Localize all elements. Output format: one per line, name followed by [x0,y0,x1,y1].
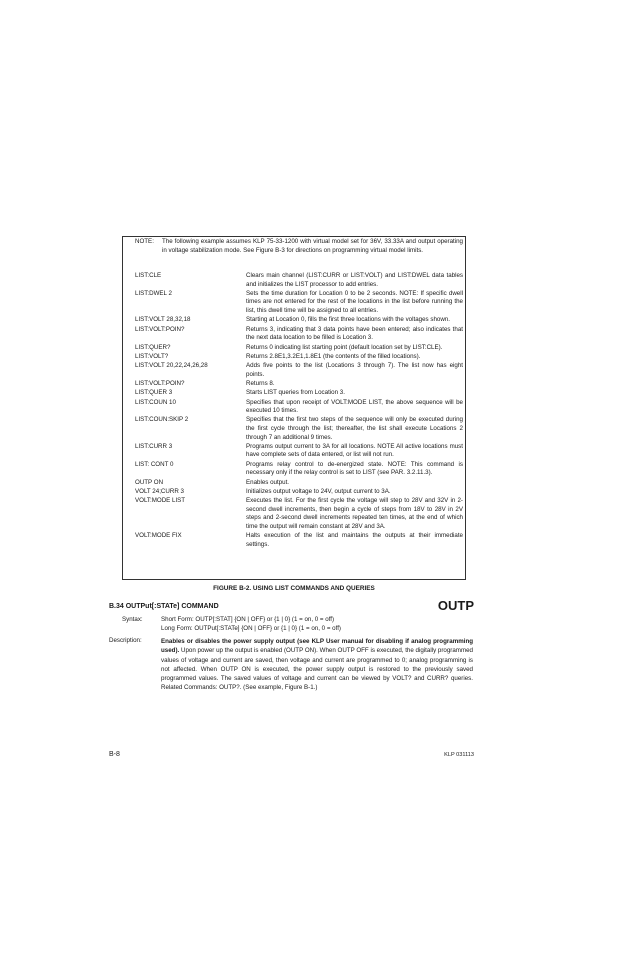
document-id: KLP 031113 [444,752,474,758]
command-row [135,416,463,442]
command-text: LIST: CONT 0 [135,460,174,468]
command-text: VOLT:MODE FIX [135,532,182,540]
command-description: Halts execution of the list and maintains the outputs at their immediate settings. [246,532,463,548]
section-heading: B.34 OUTPut[:STATe] COMMAND [109,603,219,610]
command-text: LIST:QUER? [135,343,171,351]
command-row [135,326,463,343]
command-row [135,316,463,325]
command-list [135,272,463,550]
command-description: Returns 8. [246,379,275,387]
section-code: OUTP [437,598,474,613]
command-description: Returns 3, indicating that 3 data points have been entered; also indicates that the next data location to be filled is Location 3. [246,325,463,342]
command-text: LIST:CURR 3 [135,442,173,450]
command-row [135,532,463,549]
description-body [161,637,473,693]
description-bold: Enables or disables the power supply output (see KLP User manual for disabling if analog programming used). [161,638,473,655]
figure-caption: FIGURE B-2. USING LIST COMMANDS AND QUERIES [213,585,375,592]
command-text: LIST:COUN 10 [135,398,176,406]
figure-box [122,236,466,580]
command-description: Starts LIST queries from Location 3. [246,389,345,397]
command-row [135,353,463,362]
command-text: LIST:VOLT? [135,352,169,360]
description-text: Upon power up the output is enabled (OUTP ON). When OUTP OFF is executed, the digitally programmed values of voltage and current are saved, then voltage and current are programmed to 0; analog programming is not affected. When OUTP ON is executed, the power supply output is restored to the previously saved programmed values. The saved values of voltage and current can be viewed by VOLT? and CURR? queries. Related Commands: OUTP?. (See example, Figure B-1.) [161,647,473,692]
command-text: LIST:DWEL 2 [135,289,172,297]
command-description: Programs output current to 3A for all locations. NOTE All active locations must have complete sets of data entered, or list will not run. [246,442,463,459]
command-description: Clears main channel (LIST:CURR or LIST:VOLT) and LIST:DWEL data tables and initializes the LIST processor to add entries. [246,272,463,288]
command-description: Returns 2.8E1,3.2E1,1.8E1 (the contents of the filled locations). [246,352,421,360]
command-description: Starting at Location 0, fills the first three locations with the voltages shown. [246,316,450,324]
page-number: B-8 [109,751,120,758]
command-row [135,461,463,478]
command-description: Specifies that the first two steps of the sequence will only be executed during the first cycle through the list; thereafter, the list shall execute Locations 2 through 7 an additional 9 times. [246,416,463,441]
command-row [135,290,463,316]
syntax-short-form: Short Form: OUTP[:STAT] {ON | OFF} or {1 | 0} (1 = on, 0 = off) [161,616,335,623]
command-row [135,272,463,289]
command-text: VOLT:MODE LIST [135,497,186,505]
command-description: Adds five points to the list (Locations 3 through 7). The list now has eight points. [246,362,463,378]
command-row [135,488,463,497]
note-label: NOTE: [135,238,154,245]
syntax-long-form: Long Form: OUTPut[:STATe] {ON | OFF} or {1 | 0} (1 = on, 0 = off) [161,625,341,632]
command-text: LIST:VOLT:POIN? [135,325,185,333]
command-description: Programs relay control to de-energized state. NOTE: This command is necessary only if the relay control is set to LIST (see PAR. 3.2.11.3). [246,460,463,477]
note-text: The following example assumes KLP 75-33-1200 with virtual model set for 36V, 33.33A and output operating in voltage stabilization mode. See Figure B-3 for directions on programming virtual model limits. [162,238,463,255]
command-text: LIST:CLE [135,272,162,279]
command-text: OUTP ON [135,478,164,486]
command-description: Returns 0 indicating list starting point (default location set by LIST:CLE). [246,343,443,351]
command-text: LIST:VOLT 28,32,18 [135,316,191,324]
command-description: Executes the list. For the first cycle the voltage will step to 28V and 32V in 2-second dwell increments, then begin a cycle of steps from 18V to 28V in 2V steps and 2-second dwell increments repeated ten times, at the end of which time the output will remain constant at 28V and 3A. [246,497,463,530]
description-label: Description: [109,637,142,644]
command-row [135,362,463,379]
command-row [135,497,463,531]
command-row [135,344,463,353]
command-description: Enables output. [246,478,290,486]
command-text: VOLT 24;CURR 3 [135,487,184,495]
command-text: LIST:COUN:SKIP 2 [135,416,189,424]
command-description: Specifies that upon receipt of VOLT:MODE LIST, the above sequence will be executed 10 times. [246,398,463,415]
command-text: LIST:QUER 3 [135,389,173,397]
command-text: LIST:VOLT 20,22,24,26,28 [135,362,208,370]
command-row [135,380,463,389]
command-description: Initializes output voltage to 24V, output current to 3A. [246,487,391,495]
command-row [135,479,463,488]
command-text: LIST:VOLT:POIN? [135,379,185,387]
syntax-label: Syntax: [122,616,143,623]
command-row [135,443,463,460]
command-row [135,389,463,398]
command-description: Sets the time duration for Location 0 to be 2 seconds. NOTE: If specific dwell times are not entered for the rest of the locations in the list before running the list, this dwell time will be assigned to all entries. [246,289,463,315]
command-row [135,399,463,416]
